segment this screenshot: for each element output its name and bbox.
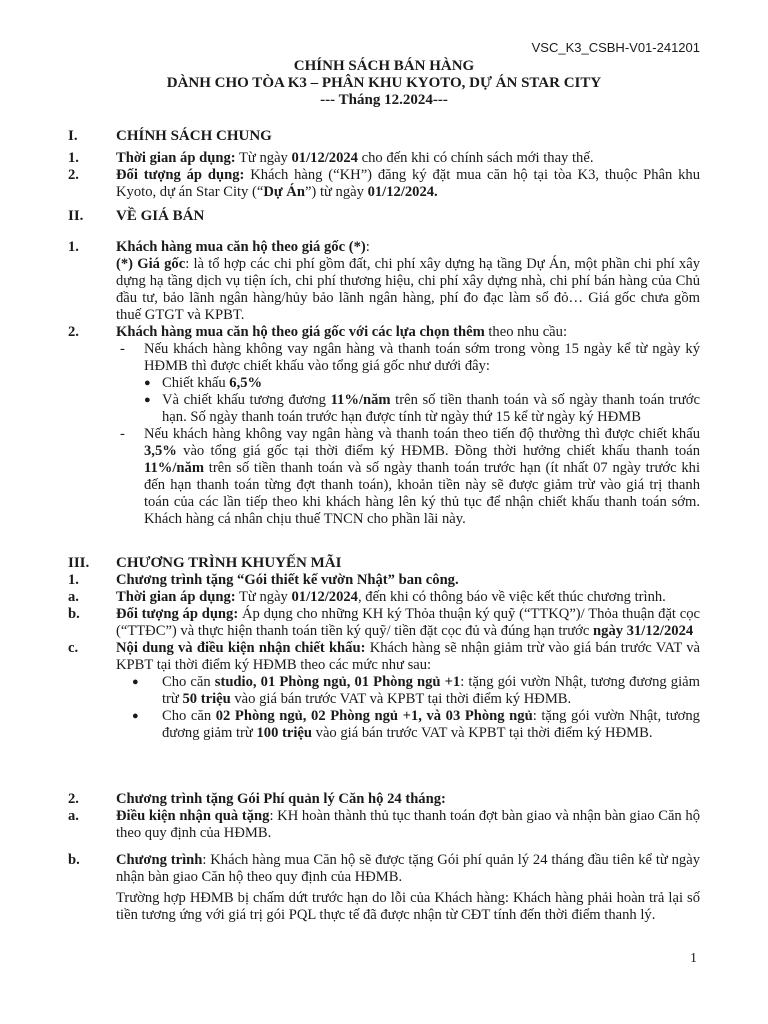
- promo-2-condition: a. Điều kiện nhận quà tặng: KH hoàn thành thủ tục thanh toán đợt bàn giao và nhận bàn giao Căn hộ theo quy định của HĐMB.: [68, 808, 701, 841]
- pricing-item-options: 2. Khách hàng mua căn hộ theo giá gốc với các lựa chọn thêm theo nhu cầu:: [68, 324, 568, 340]
- document-code: VSC_K3_CSBH-V01-241201: [531, 40, 700, 55]
- title-line-3: --- Tháng 12.2024---: [320, 92, 448, 108]
- option-early-payment: - Nếu khách hàng không vay ngân hàng và thanh toán sớm trong vòng 15 ngày kể từ ngày ký HĐMB thì được chiết khấu vào tổng giá gốc như dưới đây:: [120, 341, 700, 374]
- option-standard-payment: - Nếu khách hàng không vay ngân hàng và thanh toán theo tiến độ thường thì được chiết khấu 3,5% vào tổng giá gốc tại thời điểm ký HĐMB. Đồng thời hưởng chiết khấu thanh toán 11%/năm trên số tiền thanh toán và số ngày thanh toán trước hạn (ít nhất 07 ngày trước khi đến hạn thanh toán từng đợt thanh toán), khoản tiền này sẽ được giảm trừ vào giá trị thanh toán của các lần tiếp theo khi khách hàng lên ký thủ tục để nhận chiết khấu thanh toán sớm. Khách hàng cá nhân chịu thuế TNCN cho phần lãi này.: [120, 426, 700, 527]
- bullet-icon: ●: [132, 710, 139, 722]
- section-promotions: [68, 555, 700, 742]
- promo-1-target: b. Đối tượng áp dụng: Áp dụng cho những KH ký Thỏa thuận ký quỹ (“TTKQ”)/ Thỏa thuận đặt cọc (“TTĐC”) và thực hiện thanh toán tiền ký quỹ/ tiền đặt cọc đủ và đúng hạn trước ngày 31/12/2024: [68, 606, 700, 639]
- bullet-icon: ●: [132, 676, 139, 688]
- promo-2: [68, 791, 700, 924]
- section-heading: II. VỀ GIÁ BÁN: [68, 208, 205, 224]
- promo-1-bullet: ● Cho căn 02 Phòng ngủ, 02 Phòng ngủ +1, và 03 Phòng ngủ: tặng gói vườn Nhật, tương đương giảm trừ 100 triệu vào giá bán trước VAT và KPBT tại thời điểm ký HĐMB.: [132, 708, 700, 741]
- bullet-icon: ●: [144, 394, 151, 406]
- section-general-policy: [68, 128, 700, 201]
- bullet-icon: ●: [144, 377, 151, 389]
- section-pricing: [68, 208, 700, 528]
- pricing-item-base: 1. Khách hàng mua căn hộ theo giá gốc (*):: [68, 239, 370, 255]
- promo-1-conditions: c. Nội dung và điều kiện nhận chiết khấu: Khách hàng sẽ nhận giảm trừ vào giá bán trước VAT và KPBT tại thời điểm ký HĐMB theo các mức như sau:: [68, 640, 700, 673]
- policy-item-target: 2. Đối tượng áp dụng: Khách hàng (“KH”) đăng ký đặt mua căn hộ tại tòa K3, thuộc Phân khu Kyoto, dự án Star City (“Dự Án”) từ ngày 01/12/2024.: [68, 167, 700, 200]
- document-title: [0, 58, 768, 109]
- title-line-1: CHÍNH SÁCH BÁN HÀNG: [293, 58, 475, 74]
- promo-1-bullet: ● Cho căn studio, 01 Phòng ngủ, 01 Phòng ngủ +1: tặng gói vườn Nhật, tương đương giảm trừ 50 triệu vào giá bán trước VAT và KPBT tại thời điểm ký HĐMB.: [132, 674, 700, 707]
- promo-1-title: 1. Chương trình tặng “Gói thiết kế vườn Nhật” ban công.: [68, 572, 459, 588]
- promo-2-title: 2. Chương trình tặng Gói Phí quản lý Căn hộ 24 tháng:: [68, 791, 446, 807]
- section-heading: III. CHƯƠNG TRÌNH KHUYẾN MÃI: [68, 555, 342, 571]
- discount-bullet: ● Và chiết khấu tương đương 11%/năm trên số tiền thanh toán và số ngày thanh toán trước hạn. Số ngày thanh toán trước hạn được tính từ ngày thứ 15 kể từ ngày ký HĐMB: [144, 392, 700, 425]
- promo-2-program: b. Chương trình: Khách hàng mua Căn hộ sẽ được tặng Gói phí quản lý 24 tháng đầu tiên kể từ ngày nhận bàn giao Căn hộ theo quy định của HĐMB.: [68, 852, 700, 885]
- policy-item-time: 1. Thời gian áp dụng: Từ ngày 01/12/2024 cho đến khi có chính sách mới thay thế.: [68, 150, 594, 166]
- base-price-definition: (*) Giá gốc: là tổ hợp các chi phí gồm đất, chi phí xây dựng hạ tầng Dự Án, một phần chi phí xây dựng hạ tầng dịch vụ tiện ích, chi phí thương hiệu, chi phí xây dựng nhà, chi phí bán hàng của Chủ đầu tư, bảo lãnh ngân hàng/hủy bảo lãnh ngân hàng, phí đo đạc làm sổ đỏ… Giá gốc chưa gồm thuế GTGT và KPBT.: [116, 256, 701, 323]
- section-heading: I. CHÍNH SÁCH CHUNG: [68, 128, 272, 144]
- promo-1-time: a. Thời gian áp dụng: Từ ngày 01/12/2024, đến khi có thông báo về việc kết thúc chương trình.: [68, 589, 666, 605]
- title-line-2: DÀNH CHO TÒA K3 – PHÂN KHU KYOTO, DỰ ÁN STAR CITY: [166, 75, 602, 91]
- discount-bullet: ● Chiết khấu 6,5%: [144, 375, 263, 391]
- promo-2-note: Trường hợp HĐMB bị chấm dứt trước hạn do lỗi của Khách hàng: Khách hàng phải hoàn trả lại số tiền tương ứng với giá trị gói PQL thực tế đã được nhận từ CĐT tính đến thời điểm thanh lý.: [116, 890, 700, 923]
- page-number: 1: [690, 951, 697, 966]
